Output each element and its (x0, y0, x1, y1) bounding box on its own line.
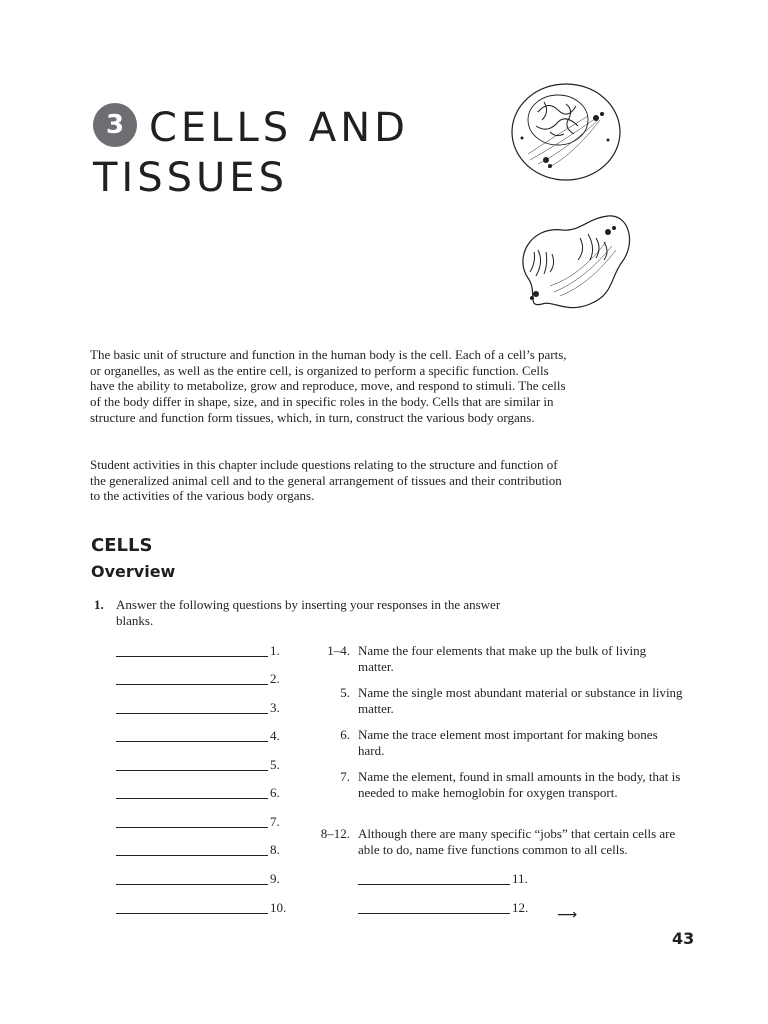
prompt-range: 6. (340, 727, 350, 742)
answer-line[interactable] (116, 798, 268, 799)
answer-blank[interactable] (116, 757, 296, 773)
blank-number: 2. (270, 671, 280, 686)
prompt-item (320, 826, 693, 857)
prompt-text: Name the trace element most important for making bones hard. (358, 727, 658, 758)
answer-line[interactable] (116, 770, 268, 771)
blank-number: 1. (270, 643, 280, 658)
answer-line[interactable] (116, 884, 268, 885)
blank-number: 12. (512, 900, 529, 915)
chapter-title: CELLS AND TISSUES (93, 105, 409, 201)
answer-blank[interactable] (116, 785, 296, 801)
section-heading: CELLS (91, 535, 153, 556)
question-text: Answer the following questions by inserting your responses in the answer blanks. (116, 597, 501, 628)
answer-line[interactable] (116, 855, 268, 856)
prompt-text: Although there are many specific “jobs” that certain cells are able to do, name five functions common to all cells. (358, 826, 676, 857)
prompt-text: Name the four elements that make up the bulk of living matter. (358, 643, 647, 674)
blank-number: 8. (270, 842, 280, 857)
blank-number: 5. (270, 757, 280, 772)
prompt-range: 8–12. (320, 826, 350, 841)
answer-blank[interactable] (116, 814, 296, 830)
blank-number: 4. (270, 728, 280, 743)
answer-blank[interactable] (116, 643, 296, 659)
chapter-number-badge: 3 (93, 103, 137, 147)
prompt-range: 5. (340, 685, 350, 700)
section-subheading: Overview (91, 562, 176, 581)
blank-number: 6. (270, 785, 280, 800)
answer-blank[interactable] (116, 700, 296, 716)
intro-paragraph-1: The basic unit of structure and function in the human body is the cell. Each of a cell’s parts, or organelles, as well as the entire cell, is organized to perform a specific function. Cells have the ability to metabolize, grow and reproduce, move, and respond to stimuli. The cells of the body differ in shape, size, and in specific roles in the body. Cells that are similar in structure and function form tissues, which, in turn, construct the various body organs. (90, 347, 567, 425)
blank-number: 3. (270, 700, 280, 715)
prompt-text: Name the single most abundant material or substance in living matter. (358, 685, 683, 716)
answer-line[interactable] (116, 656, 268, 657)
answer-line[interactable] (358, 884, 510, 885)
answer-line[interactable] (116, 713, 268, 714)
answer-blank[interactable] (116, 871, 296, 887)
answer-blank[interactable] (116, 900, 296, 916)
prompt-text: Name the element, found in small amounts in the body, that is needed to make hemoglobin for oxygen transport. (358, 769, 681, 800)
answer-blank[interactable] (116, 842, 296, 858)
answer-blank[interactable] (358, 871, 538, 887)
prompt-range: 7. (340, 769, 350, 784)
blank-number: 11. (512, 871, 528, 886)
continue-arrow-icon: ⟶ (557, 907, 578, 923)
prompt-item (340, 769, 688, 800)
answer-line[interactable] (116, 827, 268, 828)
answer-line[interactable] (116, 684, 268, 685)
blank-number: 9. (270, 871, 280, 886)
question-number: 1. (94, 597, 104, 612)
prompt-range: 1–4. (327, 643, 350, 658)
intro-paragraph-2: Student activities in this chapter include questions relating to the structure and function of the generalized animal cell and to the general arrangement of tissues and their contribution to the activities of the various body organs. (90, 457, 562, 504)
answer-blank[interactable] (116, 728, 296, 744)
answer-line[interactable] (358, 913, 510, 914)
prompt-item (340, 685, 688, 716)
dividing-cell-illustration (508, 80, 624, 184)
blank-number: 10. (270, 900, 287, 915)
page-number: 43 (672, 929, 695, 948)
prompt-item (327, 643, 678, 674)
answer-line[interactable] (116, 913, 268, 914)
answer-line[interactable] (116, 741, 268, 742)
telophase-cell-illustration (510, 208, 636, 320)
prompt-item (340, 727, 678, 758)
blank-number: 7. (270, 814, 280, 829)
answer-blank[interactable] (116, 671, 296, 687)
answer-blank[interactable] (358, 900, 538, 916)
